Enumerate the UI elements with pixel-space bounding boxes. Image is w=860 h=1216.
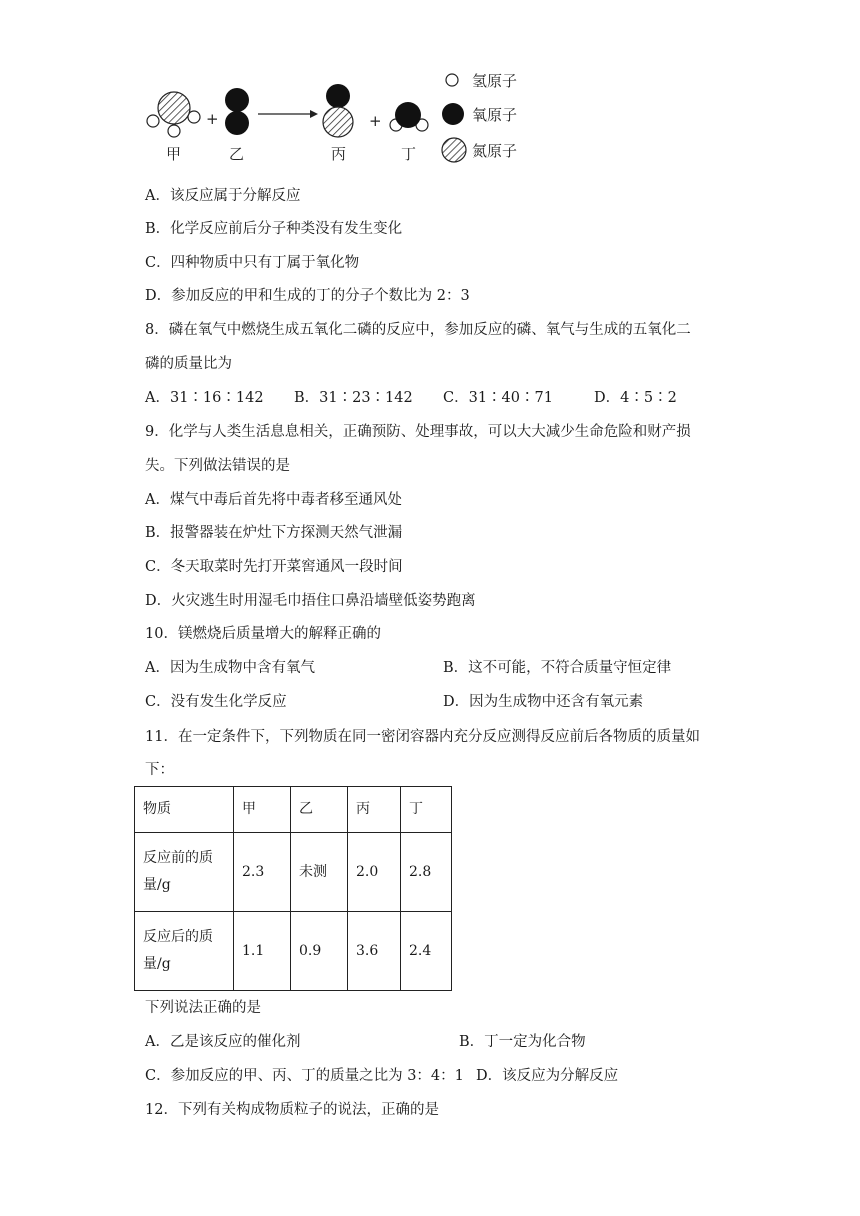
table-header-row — [135, 787, 452, 833]
table-cell: 丁 — [401, 787, 452, 833]
molecule-bing — [323, 84, 353, 137]
q11-option-b: B．丁一定为化合物 — [459, 1034, 586, 1050]
q11-stem-line1: 11．在一定条件下，下列物质在同一密闭容器内充分反应测得反应前后各物质的质量如 — [145, 729, 700, 745]
table-cell: 2.8 — [401, 833, 452, 912]
q10-stem: 10．镁燃烧后质量增大的解释正确的 — [145, 626, 381, 642]
table-row — [135, 912, 452, 991]
q12-stem: 12．下列有关构成物质粒子的说法，正确的是 — [145, 1102, 439, 1118]
table-cell: 2.4 — [401, 912, 452, 991]
q11-option-a: A．乙是该反应的催化剂 — [145, 1034, 301, 1050]
q7-option-c: C．四种物质中只有丁属于氧化物 — [145, 255, 360, 271]
mass-table — [134, 786, 452, 991]
table-cell: 反应后的质量/g — [135, 912, 234, 991]
q8-stem-line1: 8．磷在氧气中燃烧生成五氧化二磷的反应中，参加反应的磷、氧气与生成的五氧化二 — [145, 322, 691, 338]
table-cell: 2.0 — [348, 833, 401, 912]
q9-option-a: A．煤气中毒后首先将中毒者移至通风处 — [145, 492, 402, 508]
table-cell: 反应前的质量/g — [135, 833, 234, 912]
q8-option-d: D．4∶5∶2 — [594, 390, 677, 406]
q11-option-d: D．该反应为分解反应 — [476, 1068, 619, 1084]
reaction-diagram — [140, 66, 540, 166]
legend-nitrogen: 氮原子 — [472, 142, 518, 160]
q9-option-c: C．冬天取菜时先打开菜窖通风一段时间 — [145, 559, 403, 575]
molecule-yi — [225, 88, 249, 135]
q11-stem-line2: 下： — [145, 762, 174, 778]
q9-option-d: D．火灾逃生时用湿毛巾捂住口鼻沿墙壁低姿势跑离 — [145, 593, 476, 609]
table-cell: 未测 — [291, 833, 348, 912]
q7-option-a: A．该反应属于分解反应 — [145, 188, 301, 204]
molecule-ding — [390, 102, 428, 131]
table-cell: 0.9 — [291, 912, 348, 991]
q9-option-b: B．报警器装在炉灶下方探测天然气泄漏 — [145, 525, 403, 541]
label-ding: 丁 — [401, 145, 417, 163]
table-cell: 1.1 — [234, 912, 291, 991]
label-jia: 甲 — [166, 145, 182, 163]
q8-option-b: B．31∶23∶142 — [294, 390, 413, 406]
table-cell: 2.3 — [234, 833, 291, 912]
q9-stem-line1: 9．化学与人类生活息息相关，正确预防、处理事故，可以大大减少生命危险和财产损 — [145, 424, 691, 440]
q10-option-d: D．因为生成物中还含有氧元素 — [443, 694, 644, 710]
legend-hydrogen: 氢原子 — [472, 72, 518, 90]
reaction-arrow — [258, 110, 318, 118]
q7-option-d: D．参加反应的甲和生成的丁的分子个数比为 2：3 — [145, 288, 470, 304]
q10-option-a: A．因为生成物中含有氧气 — [145, 660, 315, 676]
q7-option-b: B．化学反应前后分子种类没有发生变化 — [145, 221, 403, 237]
label-yi: 乙 — [229, 145, 245, 163]
label-bing: 丙 — [331, 145, 347, 163]
legend-oxygen: 氧原子 — [472, 106, 518, 124]
table-cell: 物质 — [135, 787, 234, 833]
q10-option-b: B．这不可能，不符合质量守恒定律 — [443, 660, 672, 676]
q11-after-table: 下列说法正确的是 — [145, 1000, 261, 1016]
table-cell: 乙 — [291, 787, 348, 833]
q8-stem-line2: 磷的质量比为 — [145, 356, 232, 372]
legend — [442, 72, 517, 162]
table-cell: 3.6 — [348, 912, 401, 991]
plus-sign: + — [206, 110, 219, 128]
q11-option-c: C．参加反应的甲、丙、丁的质量之比为 3：4：1 — [145, 1068, 464, 1084]
q10-option-c: C．没有发生化学反应 — [145, 694, 287, 710]
q8-option-a: A．31∶16∶142 — [145, 390, 264, 406]
q8-option-c: C．31∶40∶71 — [443, 390, 553, 406]
molecule-jia — [147, 92, 200, 137]
q9-stem-line2: 失。下列做法错误的是 — [145, 458, 290, 474]
table-cell: 丙 — [348, 787, 401, 833]
table-row — [135, 833, 452, 912]
table-cell: 甲 — [234, 787, 291, 833]
plus-sign-2: + — [369, 112, 382, 130]
